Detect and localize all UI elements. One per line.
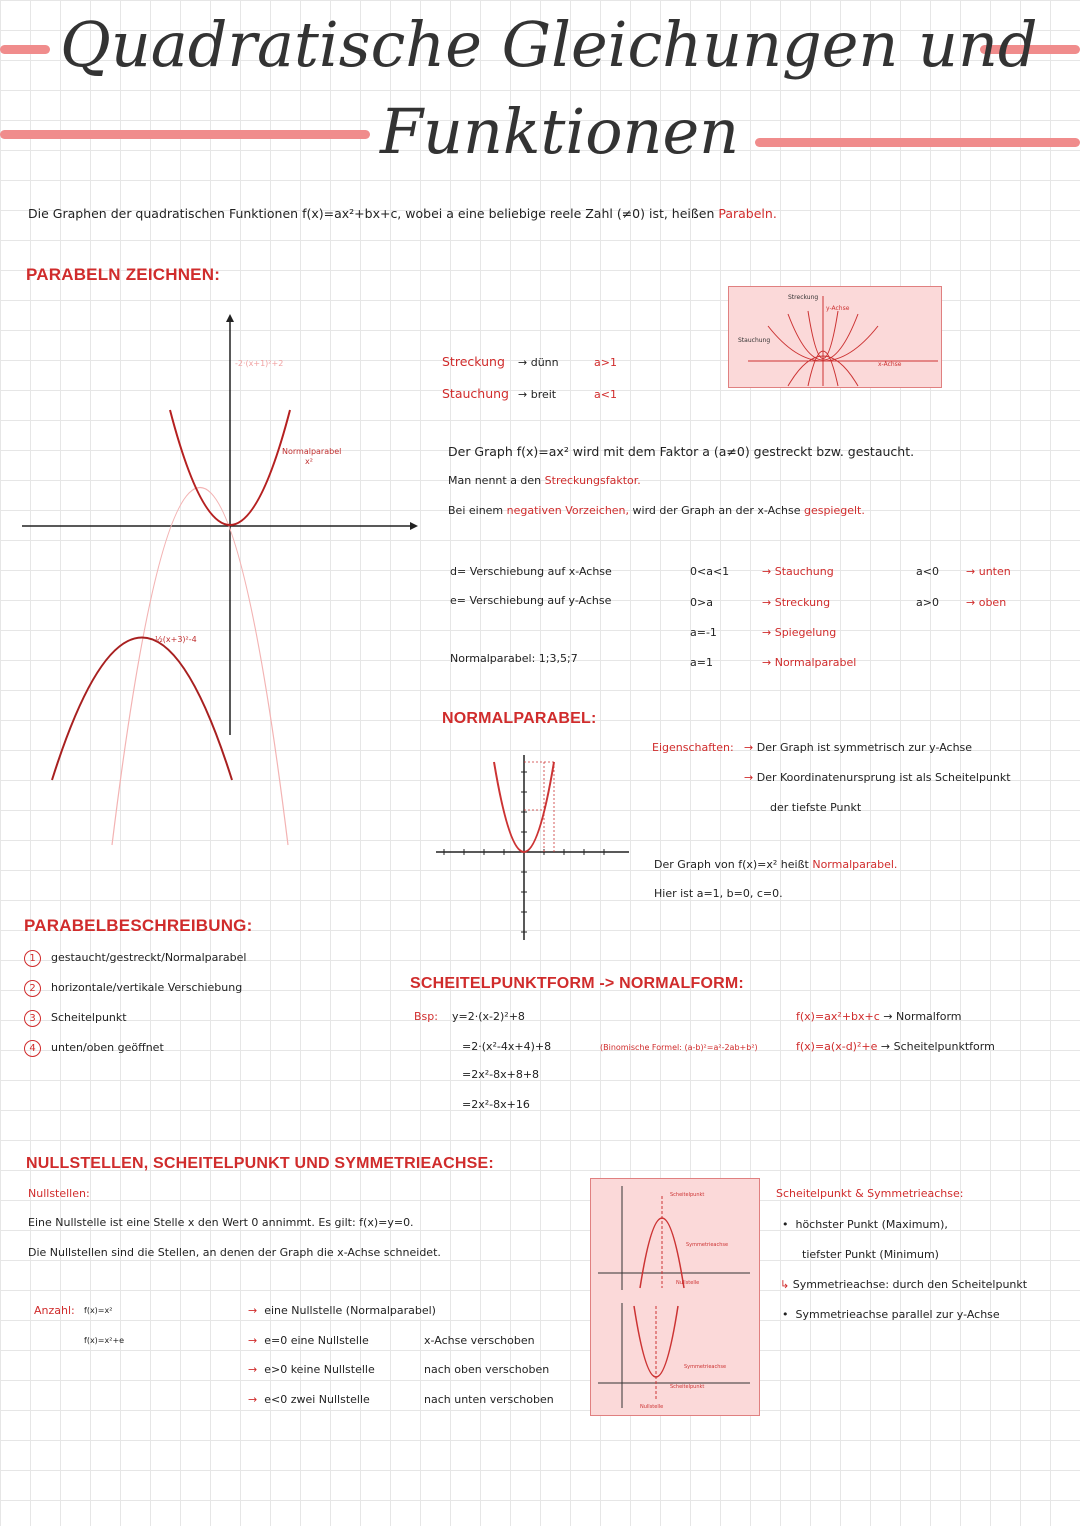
label-lower: ½(x+3)²-4	[155, 635, 197, 644]
streckung-cond: a>1	[594, 356, 617, 369]
open-row-2-cond: a>0	[916, 596, 939, 609]
anzahl-row-4b: nach unten verschoben	[424, 1393, 554, 1406]
open-row-1-text: unten	[978, 565, 1011, 578]
heading-parabelbeschreibung: PARABELBESCHREIBUNG:	[24, 916, 253, 935]
a-row-1-text: Stauchung	[774, 565, 834, 578]
heading-nullstellen: NULLSTELLEN, SCHEITELPUNKT UND SYMMETRIEACHSE:	[26, 1155, 494, 1172]
mini-left-label: Stauchung	[738, 337, 771, 344]
label-normal-formula: x²	[305, 457, 313, 466]
a-row-1-cond: 0<a<1	[690, 565, 730, 578]
anzahl-f2: f(x)=x²+e	[84, 1336, 125, 1345]
nullstellen-heading: Nullstellen:	[28, 1187, 90, 1200]
normalform-label: → Normalform	[883, 1010, 962, 1023]
heading-parabeln-zeichnen: PARABELN ZEICHNEN:	[26, 265, 221, 284]
open-row-2-res: → oben	[966, 596, 1007, 609]
scheitel-line-1: y=2·(x-2)²+8	[452, 1010, 525, 1023]
stauchung-arrow: → breit	[518, 388, 557, 401]
anzahl-row-1: → eine Nullstelle (Normalparabel)	[248, 1304, 436, 1317]
np-def-line2: Hier ist a=1, b=0, c=0.	[654, 887, 783, 900]
num-1: 1	[24, 950, 41, 967]
graph-desc-2a: Man nennt a den	[448, 474, 542, 487]
label-upper-pink: -2·(x+1)²+2	[235, 359, 284, 368]
page-title-line2: Funktionen	[380, 95, 740, 168]
sps-heading: Scheitelpunkt & Symmetrieachse:	[776, 1187, 964, 1200]
a-row-3-res: → Spiegelung	[762, 626, 837, 639]
sp-ns-label-2: Nullstelle	[640, 1404, 664, 1410]
title-bar-right2	[755, 138, 1080, 147]
graph-desc-3a: Bei einem	[448, 504, 504, 517]
anzahl-r3a: e>0 keine Nullstelle	[264, 1363, 375, 1376]
anzahl-row-3b: nach oben verschoben	[424, 1363, 550, 1376]
eigen-point-2: → Der Koordinatenursprung ist als Scheitelpunkt	[744, 771, 1011, 784]
heading-normalparabel: NORMALPARABEL:	[442, 710, 597, 727]
sp-top-label-2: Scheitelpunkt	[670, 1384, 705, 1390]
intro-highlight: Parabeln.	[718, 206, 777, 221]
a-row-4-cond: a=1	[690, 656, 713, 669]
streckung-arrow: → dünn	[518, 356, 559, 369]
normalform-formula: f(x)=ax²+bx+c	[796, 1010, 880, 1023]
graph-desc-3c: Vorzeichen,	[565, 504, 630, 517]
parabel-graph	[20, 300, 420, 900]
scheitel-line-4: =2x²-8x+16	[462, 1098, 530, 1111]
graph-desc-line2	[448, 474, 641, 487]
mini-y-label: y-Achse	[826, 305, 850, 312]
beschreibung-item-3	[24, 1010, 127, 1027]
intro-body: Die Graphen der quadratischen Funktionen f(x)=ax²+bx+c, wobei a eine beliebige reele Zahl (≠0) ist, heißen	[28, 206, 715, 221]
nullstellen-p2: Die Nullstellen sind die Stellen, an denen der Graph die x-Achse schneidet.	[28, 1246, 441, 1259]
open-row-1-cond: a<0	[916, 565, 939, 578]
binom-note: (Binomische Formel: (a-b)²=a²-2ab+b²)	[600, 1043, 758, 1052]
shift-e: e= Verschiebung auf y-Achse	[450, 594, 612, 607]
streckung-label: Streckung	[442, 354, 505, 369]
shift-normalparabel: Normalparabel: 1;3,5;7	[450, 652, 578, 665]
np-def-1b: Normalparabel.	[812, 858, 898, 871]
a-row-4-text: Normalparabel	[774, 656, 857, 669]
sps-b3: ↳ Symmetrieachse: durch den Scheitelpunkt	[780, 1278, 1028, 1291]
scheitelform-formula: f(x)=a(x-d)²+e	[796, 1040, 878, 1053]
eigen-p1-text: Der Graph ist symmetrisch zur y-Achse	[756, 741, 973, 754]
scheitel-box-graph	[590, 1178, 760, 1416]
open-row-2-text: oben	[978, 596, 1007, 609]
graph-desc-3b: negativen	[506, 504, 562, 517]
sps-b4: • Symmetrieachse parallel zur y-Achse	[782, 1308, 1000, 1321]
graph-desc-1b: gestaucht.	[847, 444, 915, 459]
beschreibung-item-2	[24, 980, 242, 997]
beschreibung-text-3: Scheitelpunkt	[51, 1011, 127, 1024]
nullstellen-p1: Eine Nullstelle ist eine Stelle x den Wert 0 annimmt. Es gilt: f(x)=y=0.	[28, 1216, 414, 1229]
page-title-line1: Quadratische Gleichungen und	[60, 8, 1038, 81]
scheitel-line-3: =2x²-8x+8+8	[462, 1068, 540, 1081]
title-bar-left2	[0, 130, 370, 139]
graph-desc-1a: Der Graph f(x)=ax² wird mit dem Faktor a (a≠0) gestreckt bzw.	[448, 444, 844, 459]
bsp-label: Bsp:	[414, 1010, 438, 1023]
eigenschaften-label: Eigenschaften:	[652, 741, 734, 754]
a-row-2-res: → Streckung	[762, 596, 831, 609]
sp-top-label-1: Scheitelpunkt	[670, 1192, 705, 1198]
a-row-4-res: → Normalparabel	[762, 656, 857, 669]
anzahl-row-2: → e=0 eine Nullstelle	[248, 1334, 369, 1347]
label-normalparabel: Normalparabel	[282, 447, 342, 456]
beschreibung-item-4	[24, 1040, 164, 1057]
sp-ns-label-1: Nullstelle	[676, 1280, 700, 1286]
anzahl-label: Anzahl:	[34, 1304, 75, 1317]
anzahl-r1: eine Nullstelle (Normalparabel)	[264, 1304, 436, 1317]
sps-b2: tiefster Punkt (Minimum)	[802, 1248, 939, 1261]
graph-desc-2b: Streckungsfaktor.	[544, 474, 641, 487]
graph-desc-3e: gespiegelt.	[803, 504, 865, 517]
beschreibung-item-1	[24, 950, 246, 967]
stauchung-cond: a<1	[594, 388, 617, 401]
normalparabel-graph	[434, 750, 634, 945]
beschreibung-text-1: gestaucht/gestreckt/Normalparabel	[51, 951, 247, 964]
np-def-line1	[654, 858, 897, 871]
beschreibung-text-2: horizontale/vertikale Verschiebung	[51, 981, 243, 994]
mini-top-label: Streckung	[788, 294, 819, 301]
sps-b4-text: Symmetrieachse parallel zur y-Achse	[795, 1308, 1000, 1321]
stretch-mini-graph	[728, 286, 942, 388]
graph-desc-line3	[448, 504, 865, 517]
num-2: 2	[24, 980, 41, 997]
a-row-3-cond: a=-1	[690, 626, 717, 639]
a-row-2-text: Streckung	[774, 596, 831, 609]
anzahl-f1: f(x)=x²	[84, 1306, 113, 1315]
intro-text	[28, 206, 777, 221]
num-3: 3	[24, 1010, 41, 1027]
open-row-1-res: → unten	[966, 565, 1011, 578]
a-row-1-res: → Stauchung	[762, 565, 834, 578]
anzahl-row-4: → e<0 zwei Nullstelle	[248, 1393, 370, 1406]
np-def-1a: Der Graph von f(x)=x² heißt	[654, 858, 809, 871]
shift-d: d= Verschiebung auf x-Achse	[450, 565, 612, 578]
sp-sym-label-2: Symmetrieachse	[684, 1364, 727, 1370]
graph-desc-3d: wird der Graph an der x-Achse	[632, 504, 801, 517]
sp-sym-label-1: Symmetrieachse	[686, 1242, 729, 1248]
eigen-point-2b: der tiefste Punkt	[770, 801, 862, 814]
anzahl-r2a: e=0 eine Nullstelle	[264, 1334, 369, 1347]
mini-x-label: x-Achse	[878, 361, 902, 368]
graph-desc-line1	[448, 444, 914, 459]
scheitelform-line	[796, 1040, 995, 1053]
a-row-3-text: Spiegelung	[774, 626, 837, 639]
anzahl-row-3: → e>0 keine Nullstelle	[248, 1363, 375, 1376]
heading-scheitelform: SCHEITELPUNKTFORM -> NORMALFORM:	[410, 975, 744, 992]
sps-b3-text: Symmetrieachse: durch den Scheitelpunkt	[792, 1278, 1028, 1291]
scheitel-line-2: =2·(x²-4x+4)+8	[462, 1040, 552, 1053]
a-row-2-cond: 0>a	[690, 596, 713, 609]
anzahl-row-2b: x-Achse verschoben	[424, 1334, 535, 1347]
normalform-line	[796, 1010, 962, 1023]
num-4: 4	[24, 1040, 41, 1057]
stauchung-label: Stauchung	[442, 386, 509, 401]
title-bar-left	[0, 45, 50, 54]
beschreibung-text-4: unten/oben geöffnet	[51, 1041, 164, 1054]
eigen-p2a-text: Der Koordinatenursprung ist als Scheitelpunkt	[756, 771, 1011, 784]
scheitelform-label: → Scheitelpunktform	[880, 1040, 995, 1053]
sps-b1-text: höchster Punkt (Maximum),	[795, 1218, 948, 1231]
eigen-point-1: → Der Graph ist symmetrisch zur y-Achse	[744, 741, 973, 754]
sps-b1: • höchster Punkt (Maximum),	[782, 1218, 948, 1231]
anzahl-r4a: e<0 zwei Nullstelle	[264, 1393, 370, 1406]
